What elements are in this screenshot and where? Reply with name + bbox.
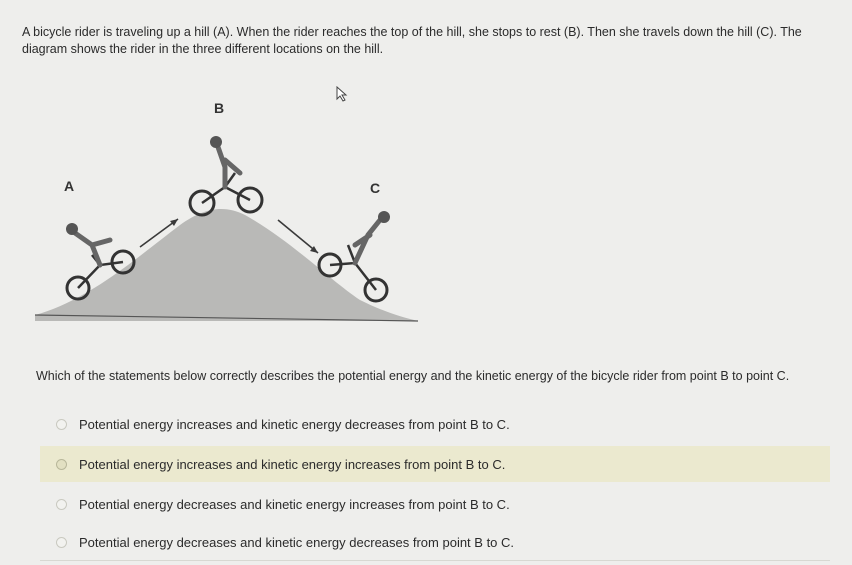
mouse-pointer-icon: [336, 86, 350, 102]
option-3-radio[interactable]: [56, 499, 67, 510]
option-4-label: Potential energy decreases and kinetic energy decreases from point B to C.: [79, 534, 515, 550]
divider: [40, 560, 830, 561]
question-text: Which of the statements below correctly describes the potential energy and the kinetic energy of the bicycle rider from point B to point C.: [36, 369, 790, 383]
rider-b-icon: [190, 136, 262, 215]
option-3[interactable]: [40, 486, 830, 522]
option-1[interactable]: [40, 406, 830, 442]
option-1-radio[interactable]: [56, 419, 67, 430]
option-2[interactable]: [40, 446, 830, 482]
hill-illustration: [30, 95, 430, 325]
hill-shape: [35, 209, 418, 321]
option-3-label: Potential energy decreases and kinetic energy increases from point B to C.: [79, 496, 510, 512]
point-b-label: B: [214, 100, 225, 116]
option-2-radio[interactable]: [56, 459, 67, 470]
option-4-radio[interactable]: [56, 537, 67, 548]
point-a-label: A: [64, 178, 75, 194]
option-1-label: Potential energy increases and kinetic energy decreases from point B to C.: [79, 416, 510, 432]
point-c-label: C: [370, 180, 381, 196]
hill-diagram: [30, 95, 430, 325]
option-4[interactable]: [40, 524, 830, 560]
option-2-label: Potential energy increases and kinetic energy increases from point B to C.: [79, 456, 506, 472]
intro-text: A bicycle rider is traveling up a hill (A). When the rider reaches the top of the hill, she stops to rest (B). Then she travels down the hill (C). The diagram shows the rider in the three different locations on the hill.: [22, 25, 802, 56]
